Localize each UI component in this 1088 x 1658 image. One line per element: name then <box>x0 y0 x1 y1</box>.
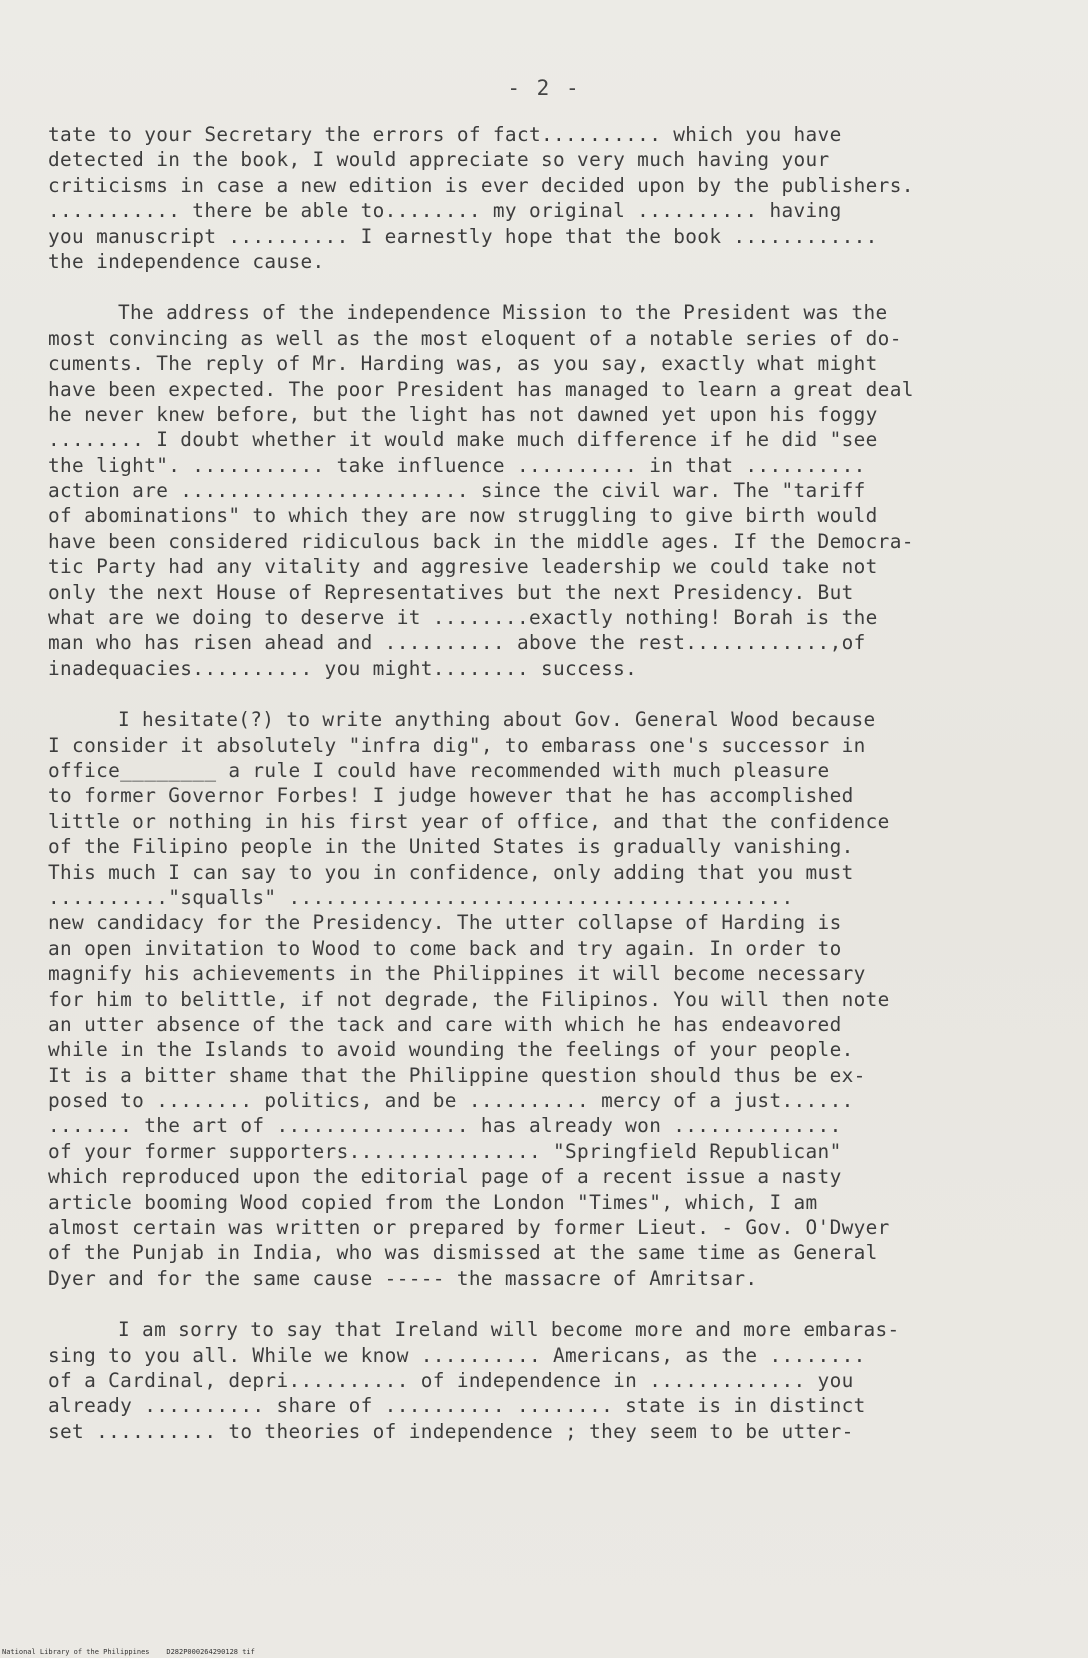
text-line: new candidacy for the Presidency. The utter collapse of Harding is <box>48 911 842 935</box>
archive-footer: National Library of the Philippines D282P000264290128 tif <box>2 1648 255 1656</box>
text-line: It is a bitter shame that the Philippine question should thus be ex- <box>48 1063 866 1087</box>
text-line: of the Filipino people in the United States is gradually vanishing. <box>48 835 854 859</box>
text-line: almost certain was written or prepared by former Lieut. - Gov. O'Dwyer <box>48 1216 890 1240</box>
text-line: which reproduced upon the editorial page of a recent issue a nasty <box>48 1165 842 1189</box>
text-line: .........."squalls" .......................................... <box>48 885 794 909</box>
text-line: tate to your Secretary the errors of fact.......... which you have <box>48 123 842 146</box>
text-line: an open invitation to Wood to come back and try again. In order to <box>48 936 842 960</box>
text-line: of the Punjab in India, who was dismissed at the same time as General <box>48 1241 878 1265</box>
paragraph-2 <box>48 300 1068 681</box>
text-line: the independence cause. <box>48 249 325 273</box>
text-line: magnify his achievements in the Philippines it will become necessary <box>48 962 866 986</box>
text-line: for him to belittle, if not degrade, the Filipinos. You will then note <box>48 987 890 1011</box>
text-line: action are ........................ since the civil war. The "tariff <box>48 479 866 503</box>
text-line: most convincing as well as the most eloquent of a notable series of do- <box>48 326 902 350</box>
text-line: sing to you all. While we know .......... Americans, as the ........ <box>48 1343 866 1367</box>
text-line: while in the Islands to avoid wounding the feelings of your people. <box>48 1038 854 1062</box>
text-line: what are we doing to deserve it ........exactly nothing! Borah is the <box>48 606 878 630</box>
text-line: The address of the independence Mission to the President was the <box>118 301 888 325</box>
paragraph-4 <box>48 1317 1068 1444</box>
text-line: little or nothing in his first year of office, and that the confidence <box>48 809 890 833</box>
text-line: ........ I doubt whether it would make much difference if he did "see <box>48 428 878 452</box>
text-line: cuments. The reply of Mr. Harding was, as you say, exactly what might <box>48 352 878 376</box>
page-number: - 2 - <box>507 76 581 100</box>
text-line: you manuscript .......... I earnestly hope that the book ............ <box>48 224 878 248</box>
text-line: he never knew before, but the light has not dawned yet upon his foggy <box>48 402 878 426</box>
text-line: already .......... share of .......... ........ state is in distinct <box>48 1394 866 1418</box>
text-line: ....... the art of ................ has already won .............. <box>48 1114 842 1138</box>
text-line: only the next House of Representatives but the next Presidency. But <box>48 580 854 604</box>
paragraph-1 <box>48 122 1068 274</box>
text-line: an utter absence of the tack and care with which he has endeavored <box>48 1012 842 1036</box>
text-line: ........... there be able to........ my original .......... having <box>48 199 842 223</box>
text-line: article booming Wood copied from the London "Times", which, I am <box>48 1190 818 1214</box>
paragraph-3 <box>48 707 1068 1291</box>
text-line: have been expected. The poor President has managed to learn a great deal <box>48 377 914 401</box>
text-line: of your former supporters................ "Springfield Republican" <box>48 1139 842 1163</box>
text-line: I hesitate(?) to write anything about Gov. General Wood because <box>118 708 876 732</box>
text-line: office________ a rule I could have recommended with much pleasure <box>48 758 830 782</box>
text-line: detected in the book, I would appreciate so very much having your <box>48 148 830 172</box>
text-line: of abominations" to which they are now struggling to give birth would <box>48 504 878 528</box>
text-line: tic Party had any vitality and aggresive leadership we could take not <box>48 555 878 579</box>
text-line: of a Cardinal, depri.......... of independence in ............. you <box>48 1368 854 1392</box>
text-line: I am sorry to say that Ireland will become more and more embaras- <box>118 1318 900 1342</box>
text-line: criticisms in case a new edition is ever decided upon by the publishers. <box>48 173 914 197</box>
text-line: This much I can say to you in confidence, only adding that you must <box>48 860 854 884</box>
letter-body <box>48 122 1068 1470</box>
text-line: have been considered ridiculous back in the middle ages. If the Democra- <box>48 529 914 553</box>
text-line: Dyer and for the same cause ----- the massacre of Amritsar. <box>48 1266 758 1290</box>
text-line: inadequacies.......... you might........ success. <box>48 656 638 680</box>
text-line: posed to ........ politics, and be .......... mercy of a just...... <box>48 1089 854 1113</box>
text-line: the light". ........... take influence .......... in that .......... <box>48 453 866 477</box>
text-line: to former Governor Forbes! I judge however that he has accomplished <box>48 784 854 808</box>
text-line: I consider it absolutely "infra dig", to embarass one's successor in <box>48 733 866 757</box>
text-line: man who has risen ahead and .......... above the rest............,of <box>48 631 866 655</box>
text-line: set .......... to theories of independence ; they seem to be utter- <box>48 1419 854 1443</box>
